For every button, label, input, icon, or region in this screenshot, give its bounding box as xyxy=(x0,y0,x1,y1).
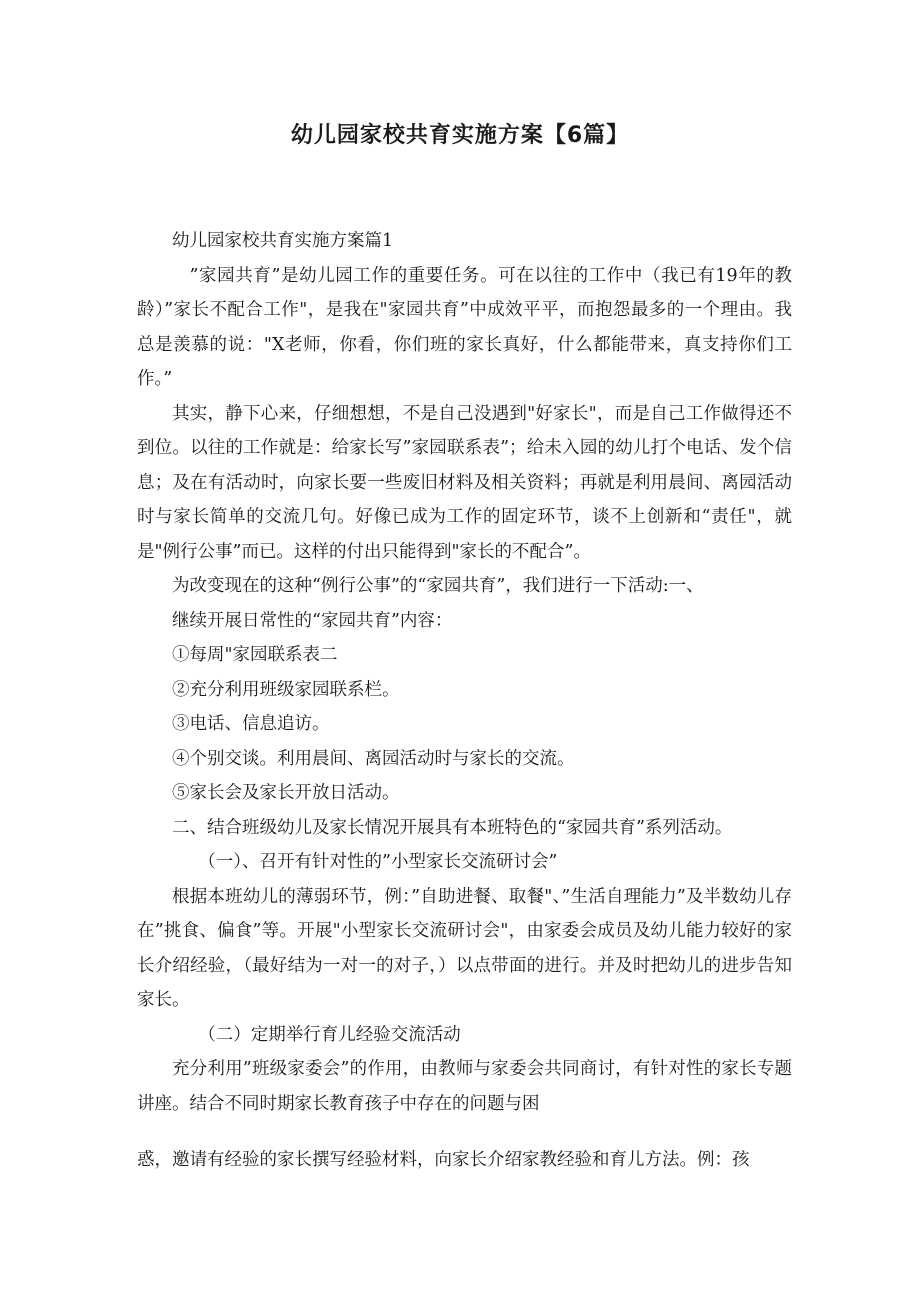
list-item: ④个别交谈。利用晨间、离园活动时与家长的交流。 xyxy=(172,748,575,769)
section-heading: 幼儿园家校共育实施方案篇1 xyxy=(172,231,394,251)
subheading: （二）定期举行育儿经验交流活动 xyxy=(198,1024,461,1045)
paragraph: 二、结合班级幼儿及家长情况开展具有本班特色的“家园共育”系列活动。 xyxy=(172,817,733,838)
list-item: ③电话、信息追访。 xyxy=(172,714,330,734)
paragraph: 充分利用”班级家委会”的作用，由教师与家委会共同商讨，有针对性的家长专题讲座。结合不同时期家长教育孩子中存在的问题与困 xyxy=(137,1059,792,1114)
list-item: ⑤家长会及家长开放日活动。 xyxy=(172,783,400,803)
list-item: ①每周"家园联系表二 xyxy=(172,645,338,665)
paragraph: 为改变现在的这种“例行公事”的“家园共育”，我们进行一下活动:一、 xyxy=(172,576,704,596)
paragraph: 继续开展日常性的“家园共育”内容： xyxy=(172,610,453,631)
document-body xyxy=(137,224,792,1121)
paragraph: ”家园共育”是幼儿园工作的重要任务。可在以往的工作中（我已有19年的教龄）”家长不配合工作"，是我在"家园共育”中成效平平，而抱怨最多的一个理由。我总是羡慕的说："X老师，你看，你们班的家长真好，什么都能带来，真支持你们工作。” xyxy=(137,265,792,389)
subheading: （一）、召开有针对性的”小型家长交流研讨会” xyxy=(198,852,558,872)
paragraph: 其实，静下心来，仔细想想，不是自己没遇到"好家长"，而是自己工作做得还不到位。以往的工作就是：给家长写”家园联系表”；给未入园的幼儿打个电话、发个信息；及在有活动时，向家长要一些废旧材料及相关资料；再就是利用晨间、离园活动时与家长简单的交流几句。好像已成为工作的固定环节，谈不上创新和“责任"，就是"例行公事”而已。这样的付出只能得到"家长的不配合”。 xyxy=(137,403,792,562)
list-item: ②充分利用班级家园联系栏。 xyxy=(172,679,400,700)
page-title: 幼儿园家校共育实施方案【6篇】 xyxy=(290,123,630,148)
paragraph: 根据本班幼儿的薄弱环节，例：”自助进餐、取餐"、”生活自理能力”及半数幼儿存在”挑食、偏食”等。开展"小型家长交流研讨会"，由家委会成员及幼儿能力较好的家长介绍经验，（最好结为一对一的对子，）以点带面的进行。并及时把幼儿的进步告知家长。 xyxy=(137,886,792,1010)
continuation-paragraph: 惑，邀请有经验的家长撰写经验材料，向家长介绍家教经验和育儿方法。例：孩 xyxy=(137,1150,750,1170)
